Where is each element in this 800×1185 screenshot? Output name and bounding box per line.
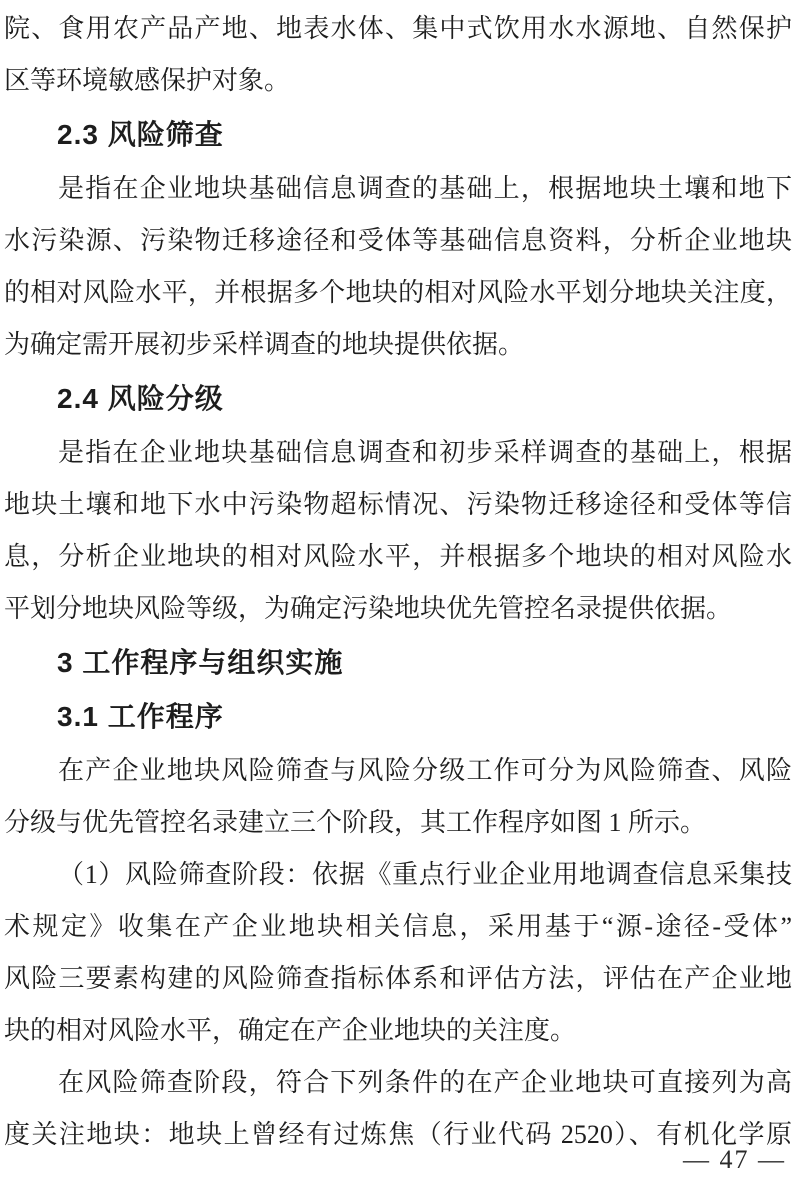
text-line: 分级与优先管控名录建立三个阶段，其工作程序如图 1 所示。 bbox=[4, 808, 707, 837]
section-heading: 2.4 风险分级 bbox=[57, 383, 224, 414]
paragraph bbox=[4, 3, 792, 107]
text-line: 平划分地块风险等级，为确定污染地块优先管控名录提供依据。 bbox=[4, 594, 733, 623]
text-line: 块的相对风险水平，确定在产企业地块的关注度。 bbox=[4, 1016, 577, 1045]
text-line: 术规定》收集在产企业地块相关信息，采用基于“源-途径-受体” bbox=[4, 912, 792, 941]
page-number: — 47 — bbox=[683, 1145, 786, 1174]
text-line: 是指在企业地块基础信息调查和初步采样调查的基础上，根据 bbox=[58, 438, 792, 467]
paragraph bbox=[4, 427, 792, 635]
text-line: （1）风险筛查阶段：依据《重点行业企业用地调查信息采集技 bbox=[58, 860, 792, 889]
paragraph bbox=[4, 1057, 792, 1161]
paragraph bbox=[4, 745, 792, 849]
section-heading: 3.1 工作程序 bbox=[57, 701, 224, 732]
paragraph bbox=[4, 163, 792, 371]
text-line: 在风险筛查阶段，符合下列条件的在产企业地块可直接列为高 bbox=[58, 1068, 792, 1097]
text-line: 地块土壤和地下水中污染物超标情况、污染物迁移途径和受体等信 bbox=[4, 490, 792, 519]
text-line: 是指在企业地块基础信息调查的基础上，根据地块土壤和地下 bbox=[58, 174, 792, 203]
text-line: 息，分析企业地块的相对风险水平，并根据多个地块的相对风险水 bbox=[4, 542, 792, 571]
section-heading: 3 工作程序与组织实施 bbox=[57, 647, 344, 678]
text-line: 区等环境敏感保护对象。 bbox=[4, 66, 291, 95]
text-line: 的相对风险水平，并根据多个地块的相对风险水平划分地块关注度， bbox=[4, 278, 792, 307]
text-line: 为确定需开展初步采样调查的地块提供依据。 bbox=[4, 330, 525, 359]
document-body bbox=[4, 3, 792, 1161]
section-heading: 2.3 风险筛查 bbox=[57, 119, 224, 150]
paragraph bbox=[4, 849, 792, 1057]
text-line: 水污染源、污染物迁移途径和受体等基础信息资料，分析企业地块 bbox=[4, 226, 792, 255]
text-line: 在产企业地块风险筛查与风险分级工作可分为风险筛查、风险 bbox=[58, 756, 792, 785]
text-line: 风险三要素构建的风险筛查指标体系和评估方法，评估在产企业地 bbox=[4, 964, 792, 993]
text-line: 院、食用农产品产地、地表水体、集中式饮用水水源地、自然保护 bbox=[4, 14, 792, 43]
text-line: 度关注地块：地块上曾经有过炼焦（行业代码 2520）、有机化学原 bbox=[4, 1120, 792, 1149]
